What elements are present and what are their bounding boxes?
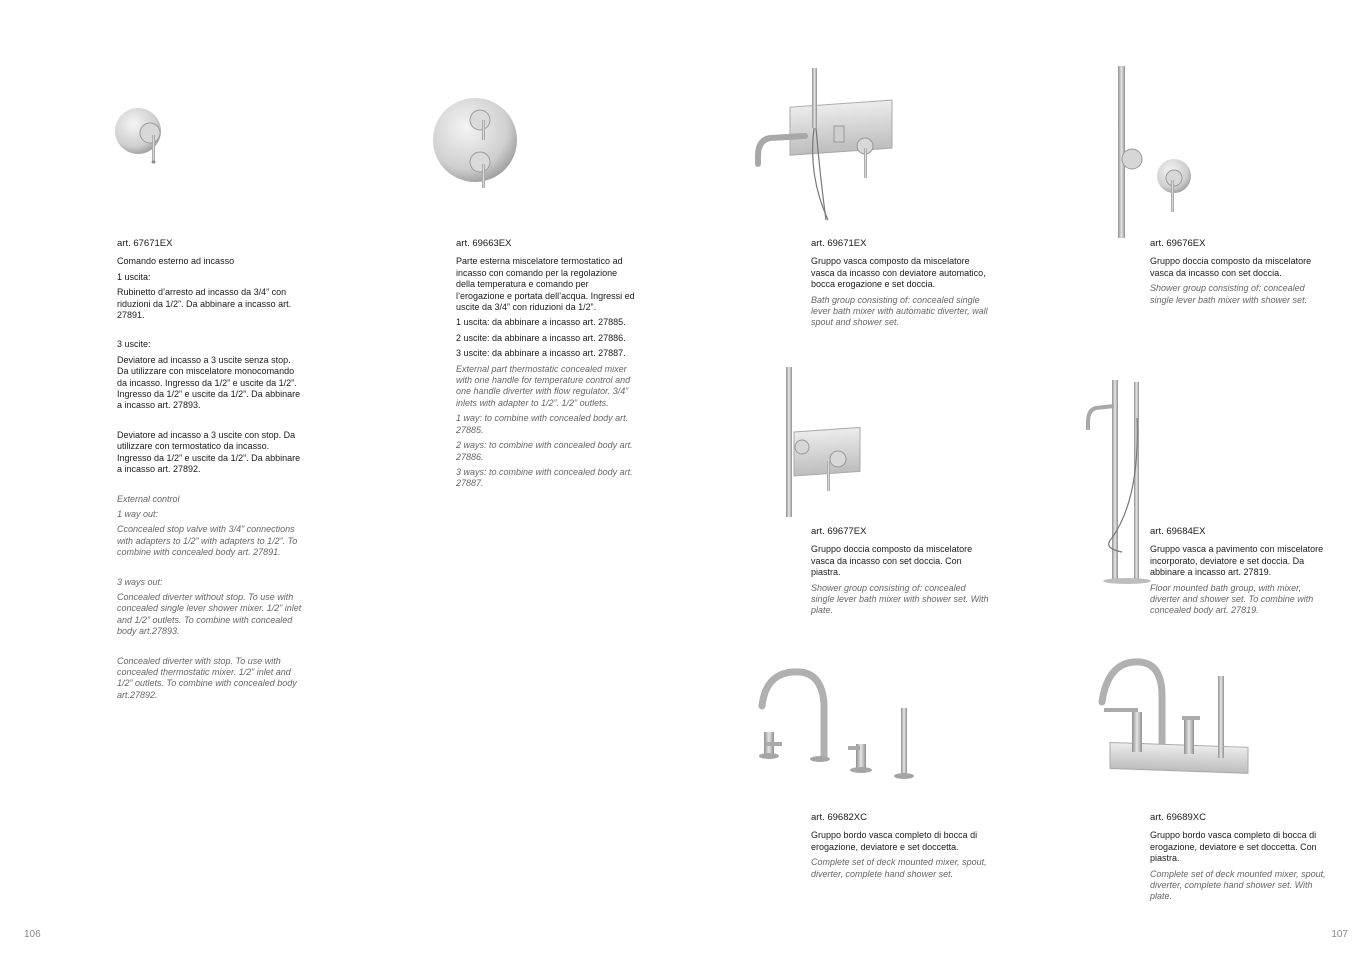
description-en: Complete set of deck mounted mixer, spout, diverter, complete hand shower set. With plate. xyxy=(1150,868,1326,902)
description-en: Floor mounted bath group, with mixer, diverter and shower set. To combine with concealed body art. 27819. xyxy=(1150,582,1314,616)
product-image-69663ex xyxy=(430,92,525,194)
article-number: art. 69677EX xyxy=(811,526,867,537)
product-69676ex xyxy=(1150,238,1330,310)
product-image-69689xc xyxy=(1096,656,1251,774)
product-image-69684ex xyxy=(1082,378,1157,586)
product-69682xc xyxy=(811,812,991,884)
description-en: Cconcealed stop valve with 3/4” connections with adapters to 1/2” with adapters to 1/2”. To combine with concealed body art. 27891. xyxy=(117,524,298,558)
article-number: art. 69684EX xyxy=(1150,526,1206,537)
product-image-67671ex xyxy=(110,105,175,167)
description-it: Gruppo vasca a pavimento con miscelatore incorporato, deviatore e set doccia. Da abbinare a incasso art. 27819. xyxy=(1150,544,1324,578)
product-image-69671ex xyxy=(750,66,900,224)
product-69671ex xyxy=(811,238,991,333)
description-it: Gruppo vasca composto da miscelatore vasca da incasso con deviatore automatico, bocca erogazione e set doccia. xyxy=(811,256,986,290)
description-en-heading: 3 ways out: xyxy=(117,576,163,587)
article-number: art. 69676EX xyxy=(1150,238,1206,249)
description-it: Deviatore ad incasso a 3 uscite senza stop. Da utilizzare con miscelatore monocomando da incasso. Ingresso da 1/2” e uscite da 1/2”. Ingresso da 1/2” e uscite da 1/2”. Da abbinare a incasso art. 27893. xyxy=(117,354,301,411)
description-it-heading: 3 uscite: xyxy=(117,339,151,350)
product-image-69676ex xyxy=(1110,64,1205,242)
product-image-69682xc xyxy=(752,664,924,782)
description-en-title: External control xyxy=(117,493,180,504)
description-en: 1 way: to combine with concealed body art. 27885. xyxy=(456,413,629,435)
page-number-left: 106 xyxy=(24,929,41,940)
article-number: art. 69689XC xyxy=(1150,812,1206,823)
description-en: 3 ways: to combine with concealed body art. 27887. xyxy=(456,466,633,489)
description-it-heading: 1 uscita: xyxy=(117,271,151,282)
page-number-right: 107 xyxy=(1331,929,1348,940)
article-number: art. 67671EX xyxy=(117,238,173,249)
description-en: 2 ways: to combine with concealed body art. 27886. xyxy=(456,440,633,462)
description-it: Gruppo doccia composto da miscelatore vasca da incasso con set doccia. xyxy=(1150,256,1312,278)
description-it: 1 uscita: da abbinare a incasso art. 27885. xyxy=(456,317,626,328)
description-it: Deviatore ad incasso a 3 uscite con stop. Da utilizzare con termostatico da incasso. Ingresso da 1/2” e uscite da 1/2”. Da abbinare a incasso art. 27892. xyxy=(117,429,301,475)
product-69663ex xyxy=(456,238,636,494)
product-image-69677ex xyxy=(780,365,865,523)
description-en: Shower group consisting of: concealed single lever bath mixer with shower set. With plate. xyxy=(811,582,989,616)
description-en-heading: 1 way out: xyxy=(117,508,159,519)
article-number: art. 69663EX xyxy=(456,238,512,249)
description-en: External part thermostatic concealed mixer with one handle for temperature control and one handle diverter with flow regulator. 3/4” inlets with adapter to 1/2”. 1/2” outlets. xyxy=(456,363,631,408)
product-67671ex xyxy=(117,238,302,705)
product-69684ex xyxy=(1150,526,1330,621)
description-it: Gruppo bordo vasca completo di bocca di erogazione, deviatore e set doccetta. Con piastra. xyxy=(1150,830,1317,864)
description-it: Rubinetto d’arresto ad incasso da 3/4” con riduzioni da 1/2”. Da abbinare a incasso art. 27891. xyxy=(117,287,292,321)
description-it: Gruppo doccia composto da miscelatore vasca da incasso con set doccia. Con piastra. xyxy=(811,544,973,578)
description-en: Concealed diverter with stop. To use with concealed thermostatic mixer. 1/2” inlet and 1/2” outlets. To combine with concealed body art.27892. xyxy=(117,655,297,700)
description-en: Shower group consisting of: concealed single lever bath mixer with shower set. xyxy=(1150,283,1308,305)
description-en: Bath group consisting of: concealed single lever bath mixer with automatic diverter, wall spout and shower set. xyxy=(811,294,988,328)
description-it: 3 uscite: da abbinare a incasso art. 27887. xyxy=(456,348,626,359)
description-en: Complete set of deck mounted mixer, spout, diverter, complete hand shower set. xyxy=(811,857,987,879)
article-number: art. 69671EX xyxy=(811,238,867,249)
description-it: Gruppo bordo vasca completo di bocca di erogazione, deviatore e set doccetta. xyxy=(811,830,978,852)
description-it: 2 uscite: da abbinare a incasso art. 27886. xyxy=(456,332,626,343)
product-69677ex xyxy=(811,526,991,621)
product-69689xc xyxy=(1150,812,1330,907)
article-number: art. 69682XC xyxy=(811,812,867,823)
description-it: Parte esterna miscelatore termostatico ad incasso con comando per la regolazione della temperatura e comando per l’erogazione e portata dell’acqua. Ingressi ed uscite da 3/4” con riduzioni da 1/2”. xyxy=(456,256,635,313)
description-en: Concealed diverter without stop. To use with concealed single lever shower mixer. 1/2” inlet and 1/2” outlets. To combine with concealed body art.27893. xyxy=(117,591,302,637)
description-it-title: Comando esterno ad incasso xyxy=(117,256,235,267)
